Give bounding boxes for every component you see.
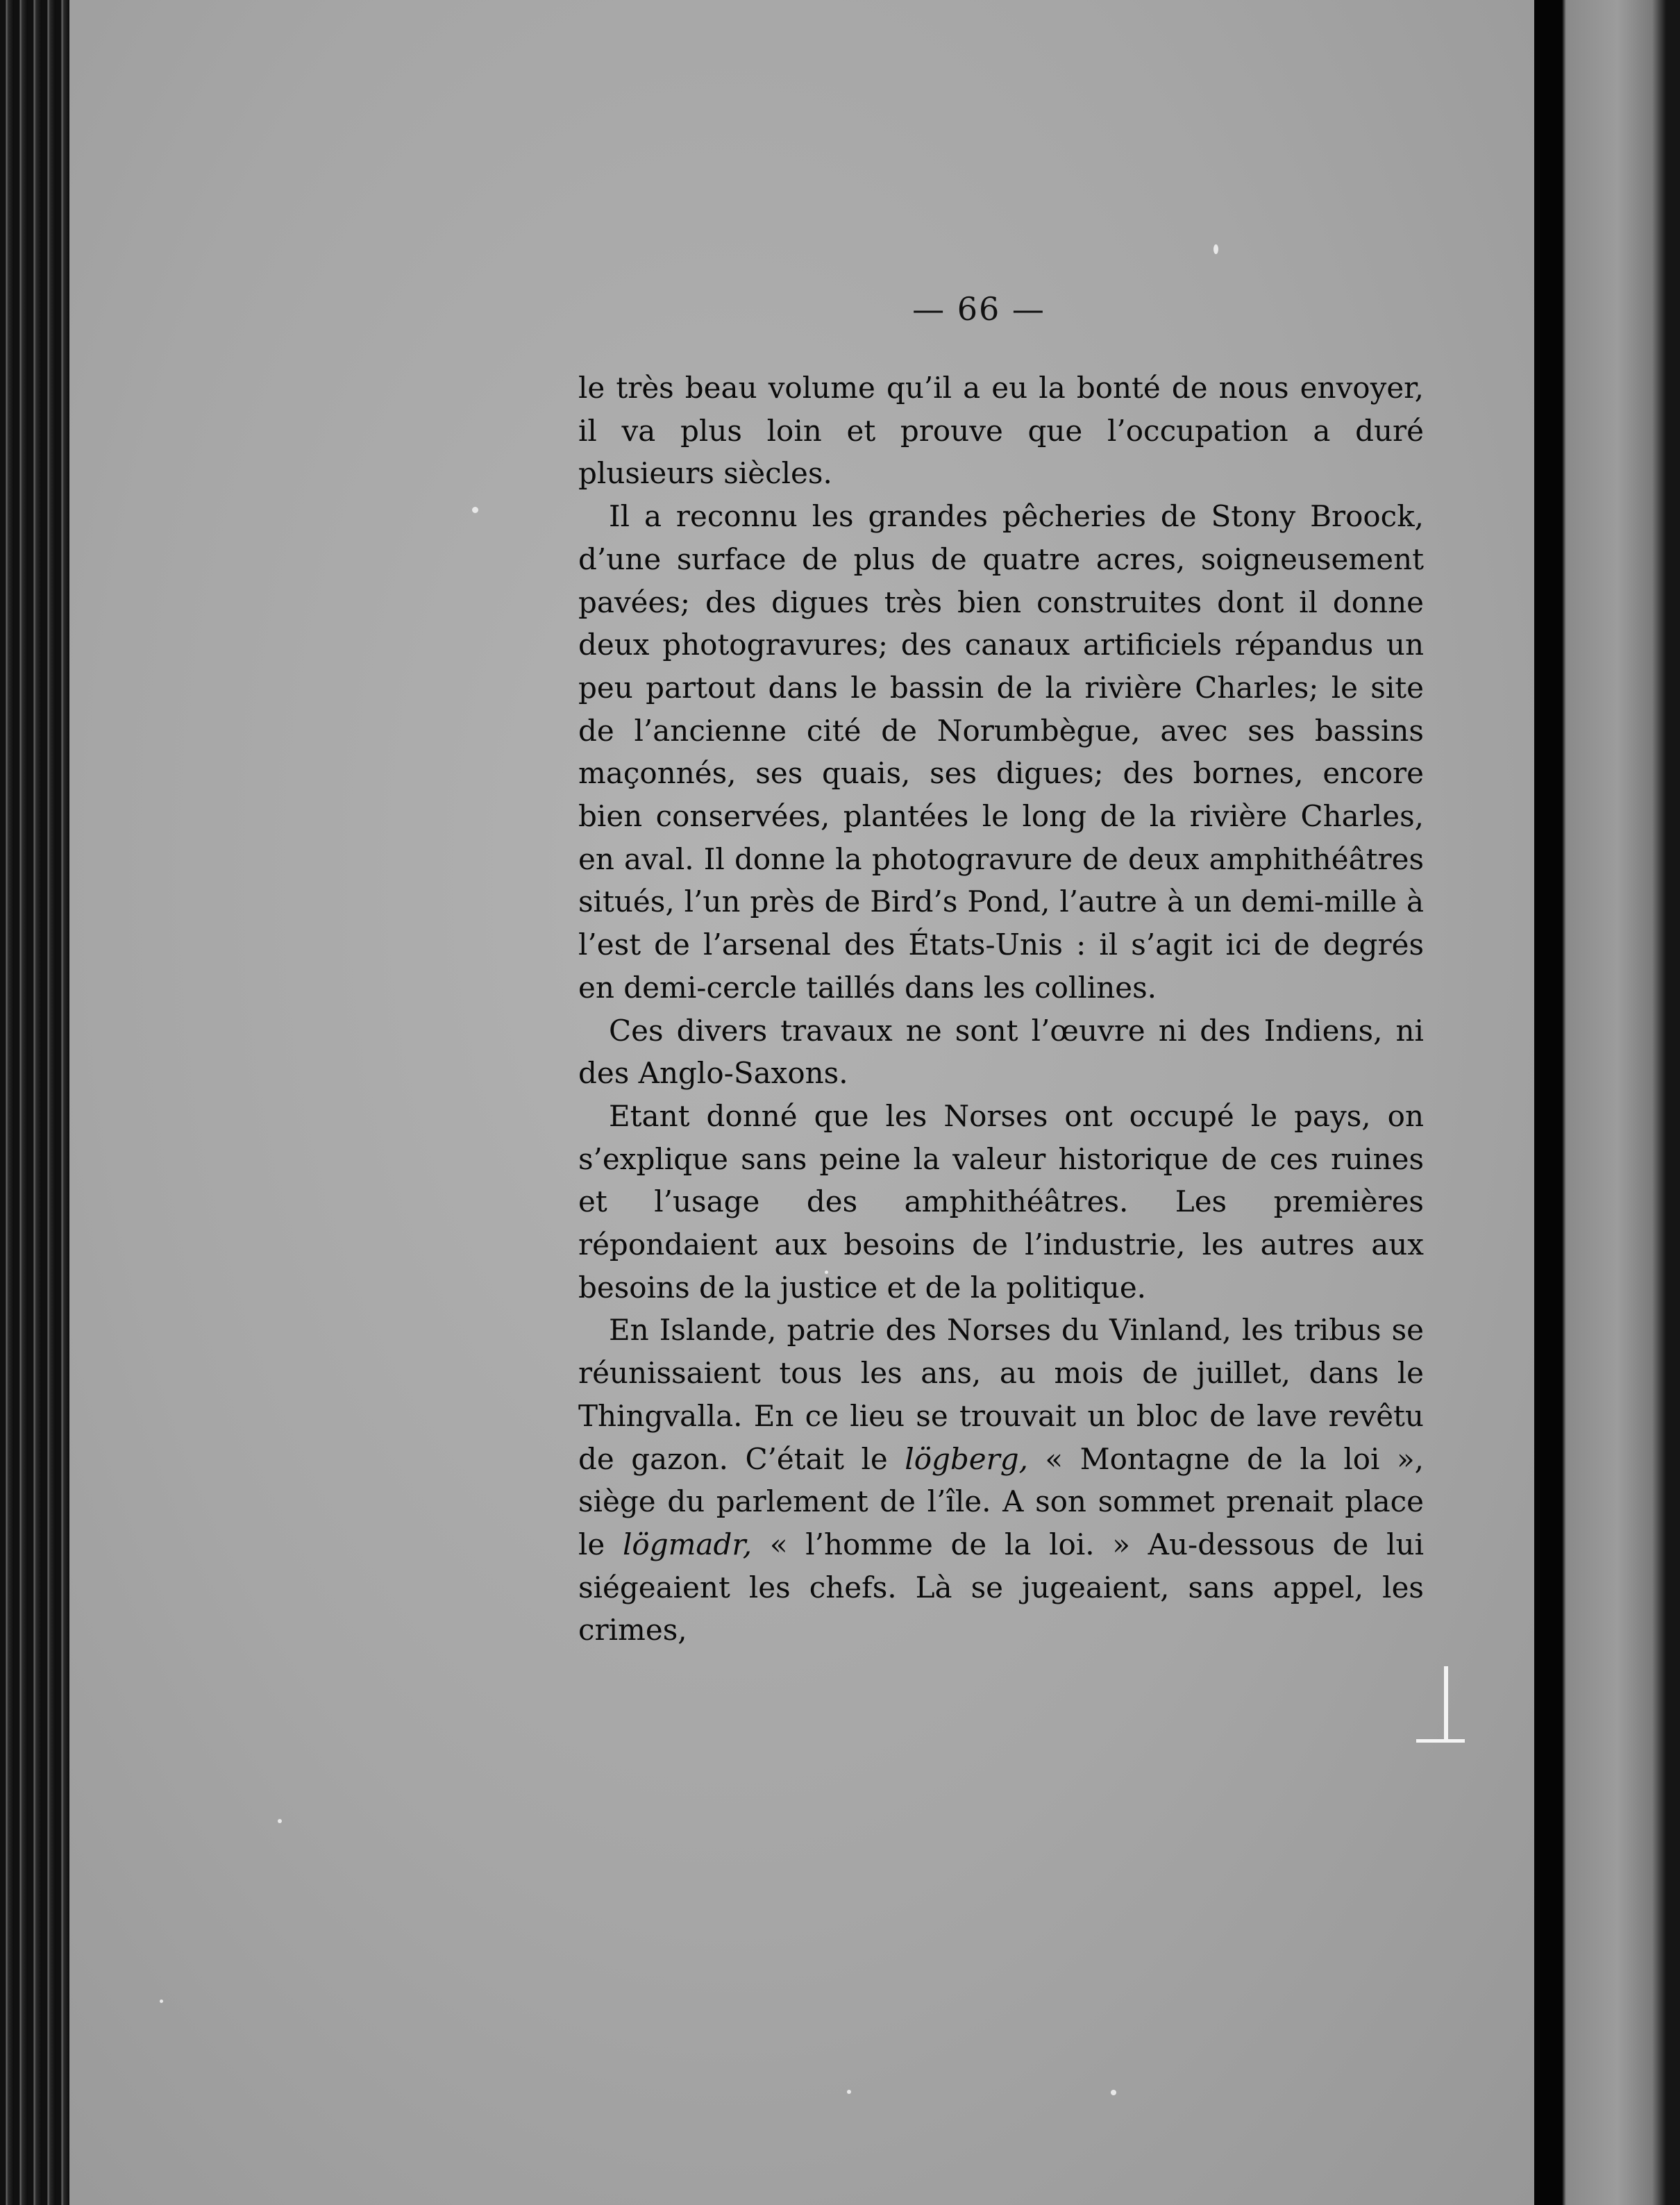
scan-speck	[160, 1999, 163, 2003]
scan-mark	[1416, 1739, 1465, 1743]
paragraph	[578, 1009, 1424, 1095]
text-run: Il a reconnu les grandes pêcheries de Stony Broock, d’une surface de plus de quatre acres, soigneusement pavées; des digues très bien construites dont il donne deux photogravures; des canaux artificiels répandus un peu partout dans le bassin de la rivière Charles; le site de l’ancienne cité de Norumbègue, avec ses bassins maçonnés, ses quais, ses digues; des bornes, encore bien conservées, plantées le long de la rivière Charles, en aval. Il donne la photogravure de deux amphithéâtres situés, l’un près de Bird’s Pond, l’autre à un demi-mille à l’est de l’arsenal des États-Unis : il s’agit ici de degrés en demi-cercle taillés dans les collines.	[578, 499, 1424, 1005]
text-run: En Islande, patrie des Norses du Vinland, les tribus se réunissaient tous les ans, au mois de juillet, dans le Thingvalla. En ce lieu se trouvait un bloc de lave revêtu de gazon. C’était le	[578, 1313, 1424, 1476]
scan-left-edge	[0, 0, 69, 2205]
paragraph	[578, 367, 1424, 495]
scan-speck	[847, 2090, 851, 2094]
paragraph	[578, 495, 1424, 1009]
scan-mark	[1444, 1666, 1448, 1743]
page-number: — 66 —	[912, 290, 1045, 328]
scan-speck	[278, 1819, 282, 1823]
book-page	[69, 0, 1534, 2205]
text-run: « l’homme de la loi. » Au-dessous de lui siégeaient les chefs. Là se jugeaient, sans appel, les crimes,	[578, 1527, 1425, 1648]
italic-term: lögberg,	[905, 1441, 1028, 1476]
text-run: Ces divers travaux ne sont l’œuvre ni des Indiens, ni des Anglo-Saxons.	[578, 1013, 1424, 1091]
italic-term: lögmadr,	[622, 1527, 753, 1561]
paragraph	[578, 1095, 1424, 1309]
text-run: « Montagne de la loi », siège du parlement de l’île. A son sommet prenait place le	[578, 1441, 1425, 1561]
body-text	[578, 367, 1424, 1652]
text-run: Etant donné que les Norses ont occupé le pays, on s’explique sans peine la valeur historique de ces ruines et l’usage des amphithéâtres. Les premières répondaient aux besoins de l’industrie, les autres aux besoins de la justice et de la politique.	[578, 1098, 1424, 1305]
scan-right-gutter	[1534, 0, 1680, 2205]
scan-speck	[472, 507, 478, 513]
paragraph	[578, 1309, 1424, 1652]
scan-speck	[1111, 2090, 1116, 2095]
text-run: le très beau volume qu’il a eu la bonté de nous envoyer, il va plus loin et prouve que l’occupation a duré plusieurs siècles.	[578, 371, 1424, 491]
scan-speck	[1213, 244, 1218, 254]
